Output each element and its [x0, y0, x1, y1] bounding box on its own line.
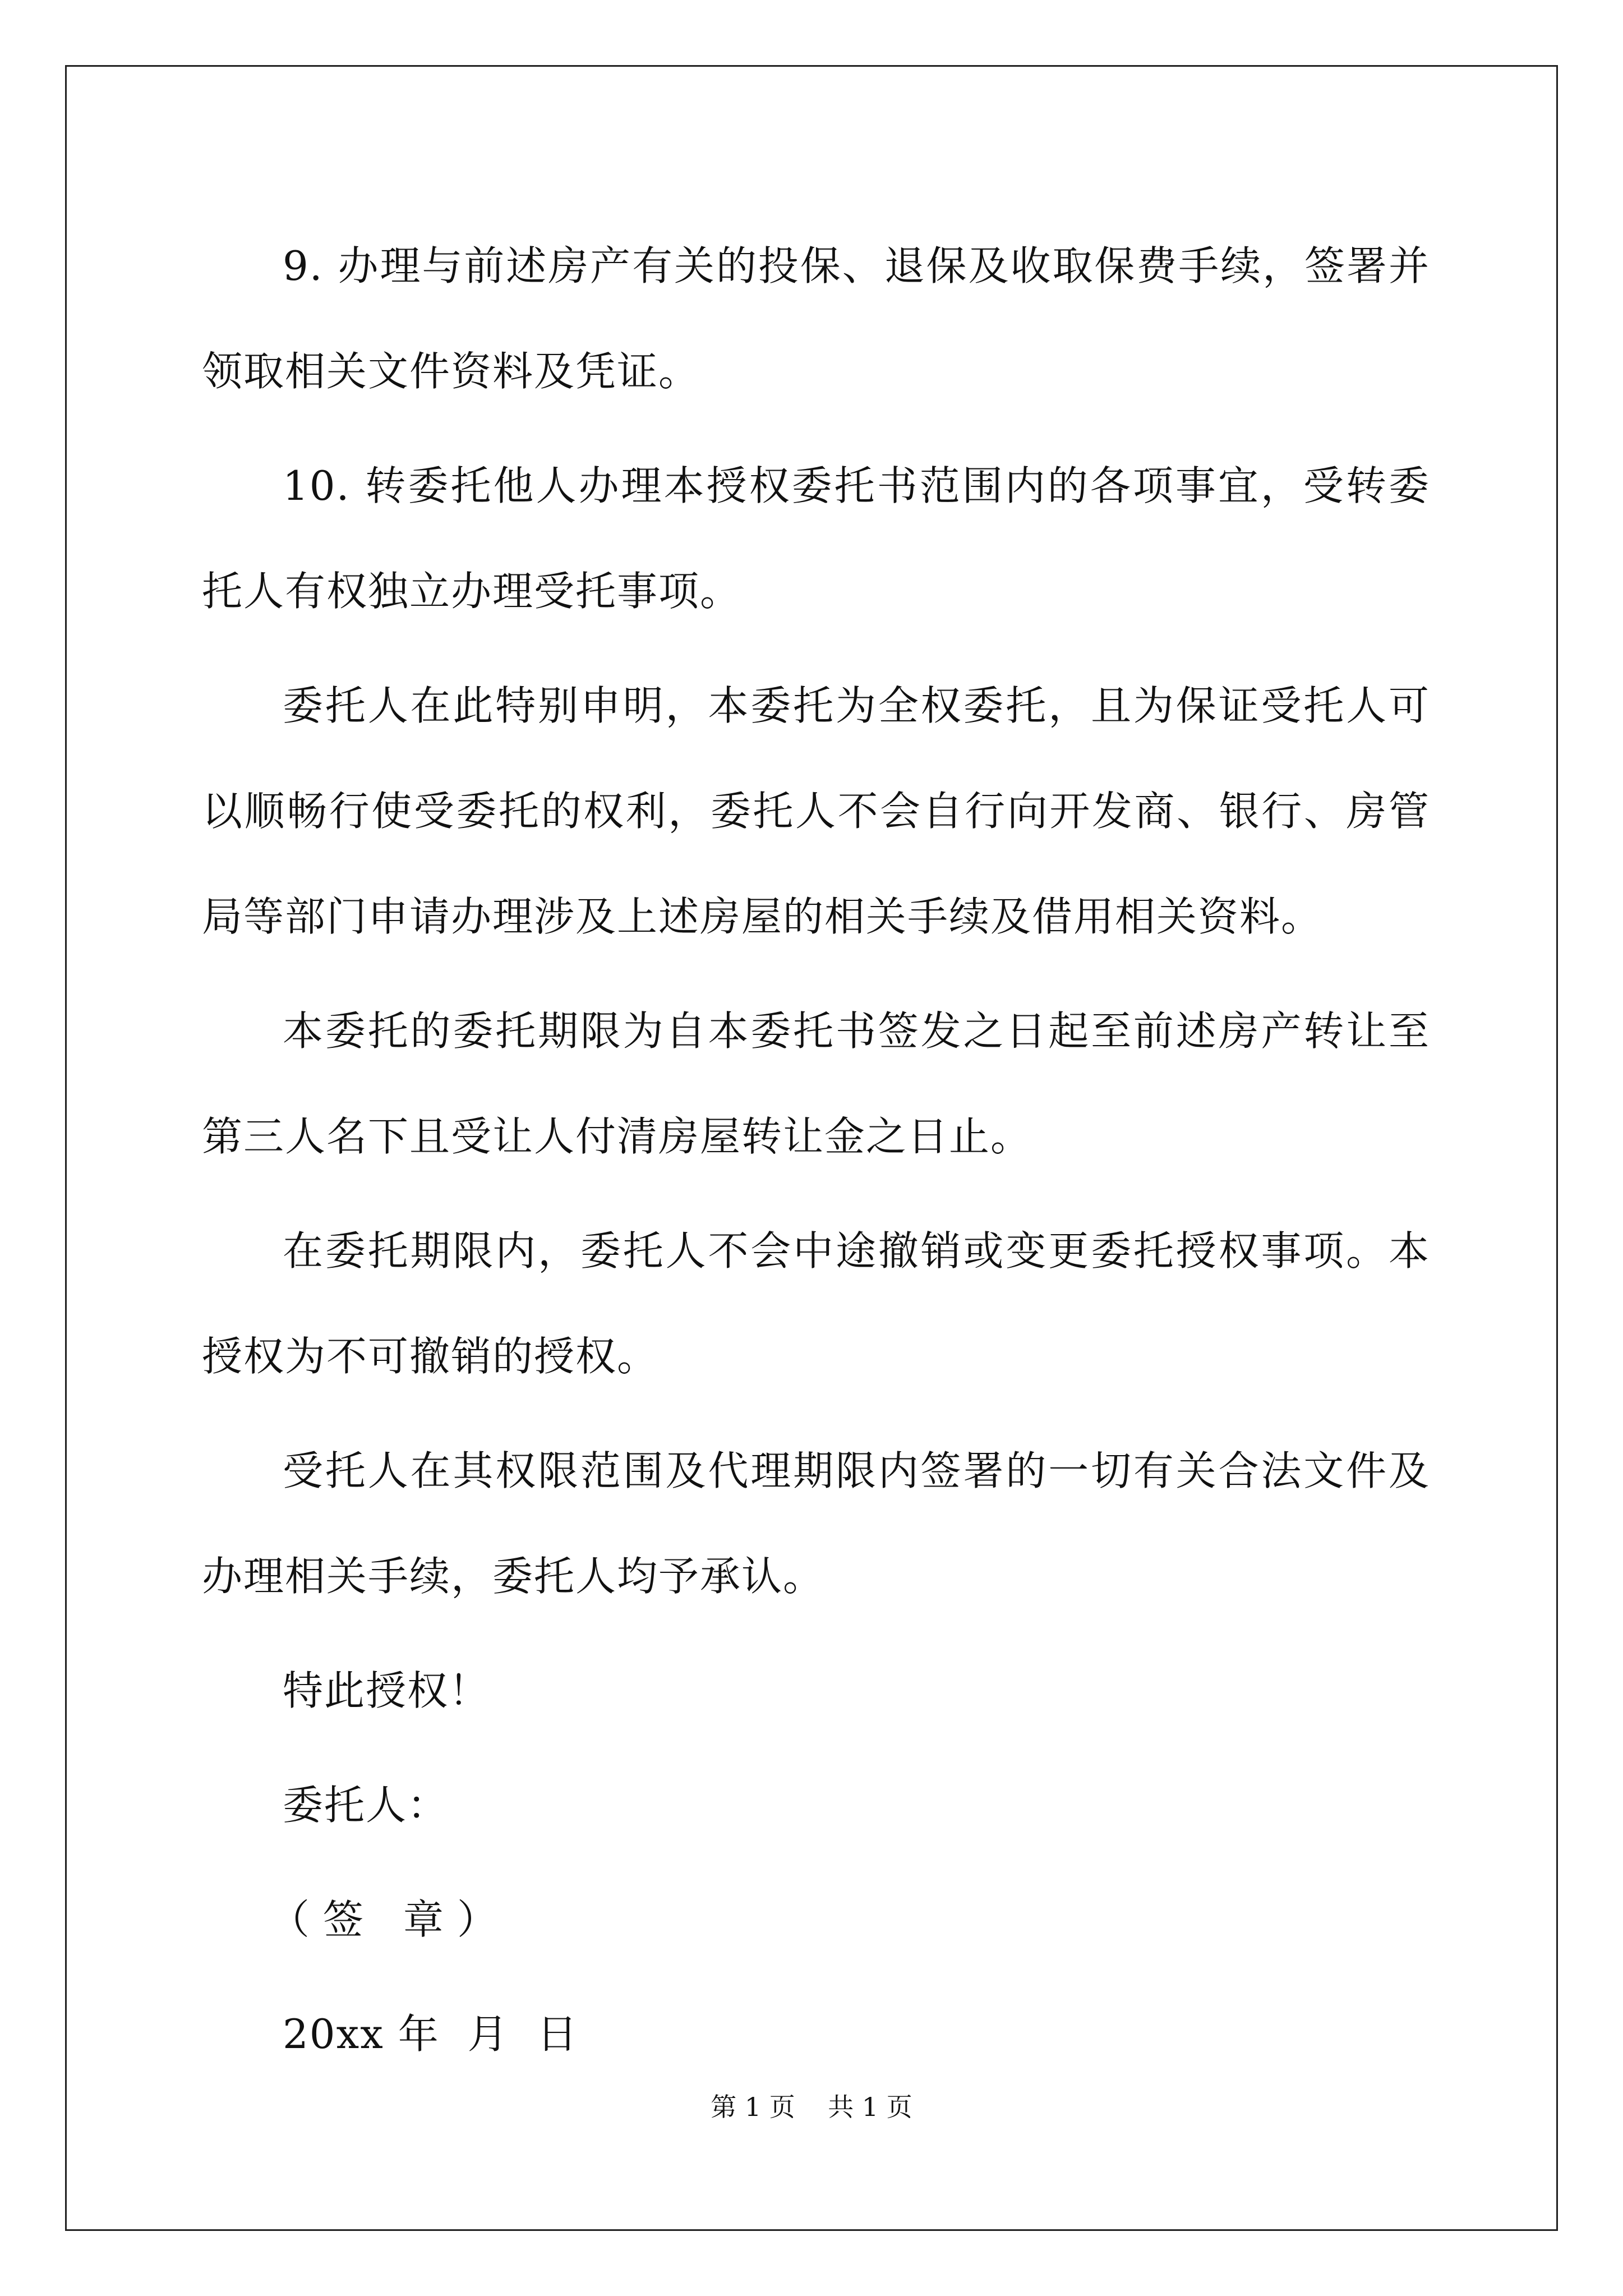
principal-label: 委托人：: [283, 1782, 449, 1829]
paragraph-item-9: 9. 办理与前述房产有关的投保、退保及收取保费手续，签署并领取相关文件资料及凭证。: [202, 242, 1430, 395]
paragraph-acknowledgement: 受托人在其权限范围及代理期限内签署的一切有关合法文件及办理相关手续，委托人均予承认。: [202, 1447, 1430, 1600]
paragraph-irrevocable: 在委托期限内，委托人不会中途撤销或变更委托授权事项。本授权为不可撤销的授权。: [202, 1227, 1430, 1380]
paragraph-term: 本委托的委托期限为自本委托书签发之日起至前述房产转让至第三人名下且受让人付清房屋转让金之日止。: [202, 1007, 1430, 1160]
paragraph-item-10: 10. 转委托他人办理本授权委托书范围内的各项事宜，受转委托人有权独立办理受托事项。: [202, 462, 1430, 615]
paragraph-declaration: 委托人在此特别申明，本委托为全权委托，且为保证受托人可以顺畅行使受委托的权利，委托人不会自行向开发商、银行、房管局等部门申请办理涉及上述房屋的相关手续及借用相关资料。: [202, 682, 1430, 940]
date-line: 20xx 年 月 日: [283, 2010, 579, 2058]
closing-statement: 特此授权！: [283, 1667, 491, 1714]
signature-label: （签 章）: [269, 1896, 511, 1943]
page-footer: 第 1 页 共 1 页: [711, 2092, 912, 2122]
document-body: [202, 213, 1430, 2087]
